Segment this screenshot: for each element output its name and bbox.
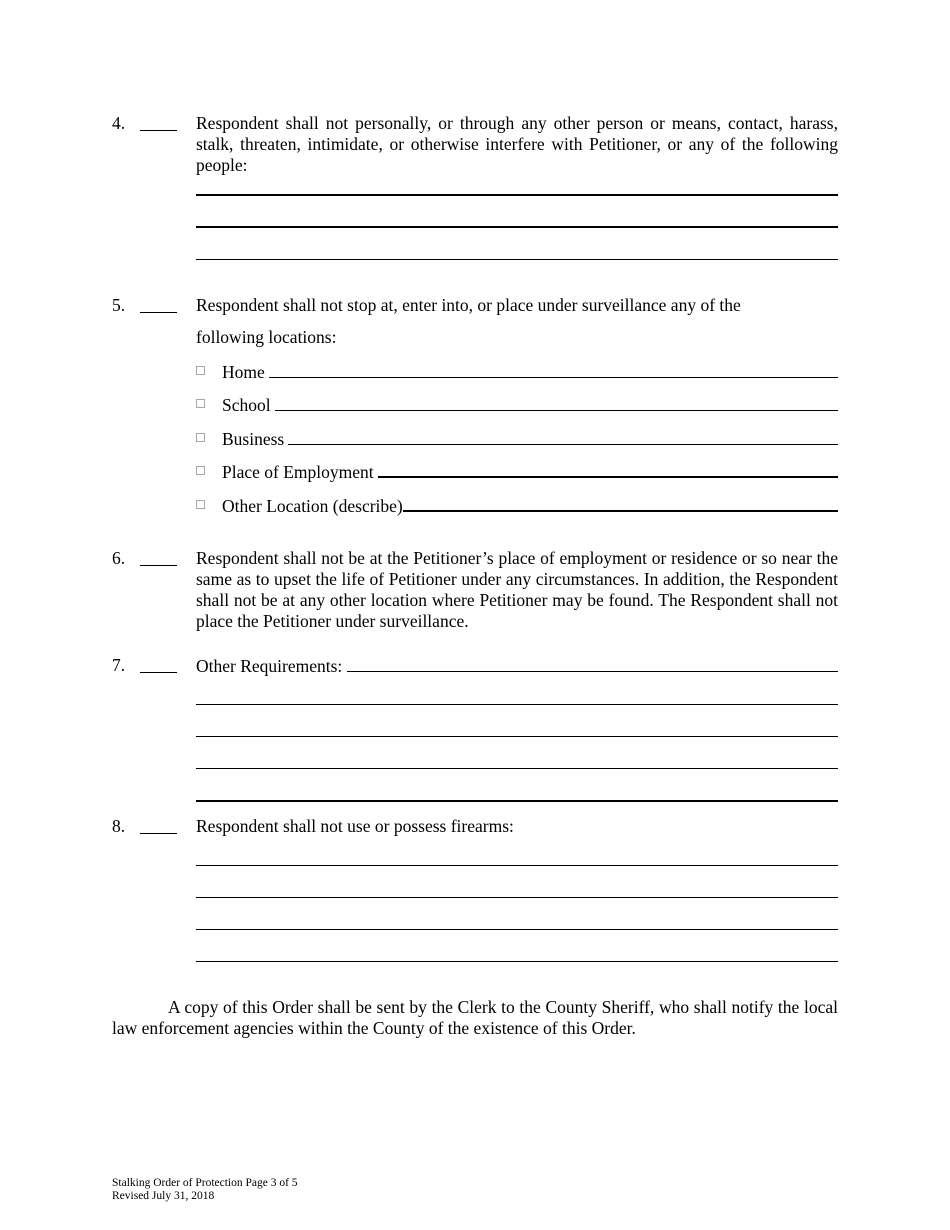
item-5-text-line2: following locations: [196, 327, 337, 347]
item-8-fill-line[interactable] [196, 865, 838, 866]
school-checkbox[interactable] [196, 399, 205, 408]
item-8-text: Respondent shall not use or possess firearms: [196, 816, 514, 836]
employment-checkbox[interactable] [196, 466, 205, 475]
other-requirements-fill-line[interactable] [347, 671, 838, 672]
home-checkbox[interactable] [196, 366, 205, 375]
location-row-other [196, 494, 838, 516]
school-fill-line[interactable] [275, 410, 838, 411]
item-7-fill-line[interactable] [196, 736, 838, 737]
item-8-initial-blank[interactable] [140, 833, 177, 834]
location-label: Place of Employment [222, 462, 374, 482]
item-6-text: Respondent shall not be at the Petitioner’s place of employment or residence or so near the same as to upset the life of Petitioner under any circumstances. In addition, the Respondent shall not be at any other location where Petitioner may be found. The Respondent shall not place the Petitioner under surveillance. [196, 548, 838, 631]
employment-fill-line[interactable] [378, 476, 838, 478]
item-5-initial-blank[interactable] [140, 312, 177, 313]
business-checkbox[interactable] [196, 433, 205, 442]
item-7-fill-line[interactable] [196, 768, 838, 769]
location-label: Business [222, 429, 285, 449]
item-4-initial-blank[interactable] [140, 130, 177, 131]
item-8-number: 8. [112, 816, 126, 836]
item-6-initial-blank[interactable] [140, 565, 177, 566]
location-label: Home [222, 362, 265, 382]
item-8-fill-line[interactable] [196, 961, 838, 962]
other-location-checkbox[interactable] [196, 500, 205, 509]
location-row-employment [196, 460, 838, 482]
item-7-fill-line[interactable] [196, 800, 838, 802]
footer-page-info: Stalking Order of Protection Page 3 of 5 [112, 1177, 298, 1189]
item-4-fill-line[interactable] [196, 194, 838, 196]
location-label: Other Location (describe) [222, 496, 403, 516]
other-requirements-row [196, 654, 838, 676]
location-row-school [196, 393, 838, 415]
item-4-number: 4. [112, 113, 126, 133]
item-5-number: 5. [112, 295, 126, 315]
location-row-home [196, 360, 838, 382]
location-label: School [222, 395, 271, 415]
item-7-fill-line[interactable] [196, 704, 838, 705]
home-fill-line[interactable] [269, 377, 838, 378]
other-location-fill-line[interactable] [403, 510, 838, 512]
item-6-number: 6. [112, 548, 126, 568]
closing-paragraph: A copy of this Order shall be sent by the Clerk to the County Sheriff, who shall notify the local law enforcement agencies within the County of the existence of this Order. [112, 997, 838, 1038]
location-row-business [196, 427, 838, 449]
business-fill-line[interactable] [288, 444, 838, 445]
item-4-text: Respondent shall not personally, or through any other person or means, contact, harass, stalk, threaten, intimidate, or otherwise interfere with Petitioner, or any of the following people: [196, 113, 838, 175]
footer-revised: Revised July 31, 2018 [112, 1190, 215, 1202]
item-4-fill-line[interactable] [196, 226, 838, 228]
item-8-fill-line[interactable] [196, 929, 838, 930]
item-5-text-line1: Respondent shall not stop at, enter into, or place under surveillance any of the [196, 295, 741, 315]
item-7-initial-blank[interactable] [140, 672, 177, 673]
item-4-fill-line[interactable] [196, 259, 838, 260]
other-requirements-label: Other Requirements: [196, 656, 343, 676]
item-8-fill-line[interactable] [196, 897, 838, 898]
item-7-number: 7. [112, 655, 126, 675]
footer [112, 1177, 298, 1203]
